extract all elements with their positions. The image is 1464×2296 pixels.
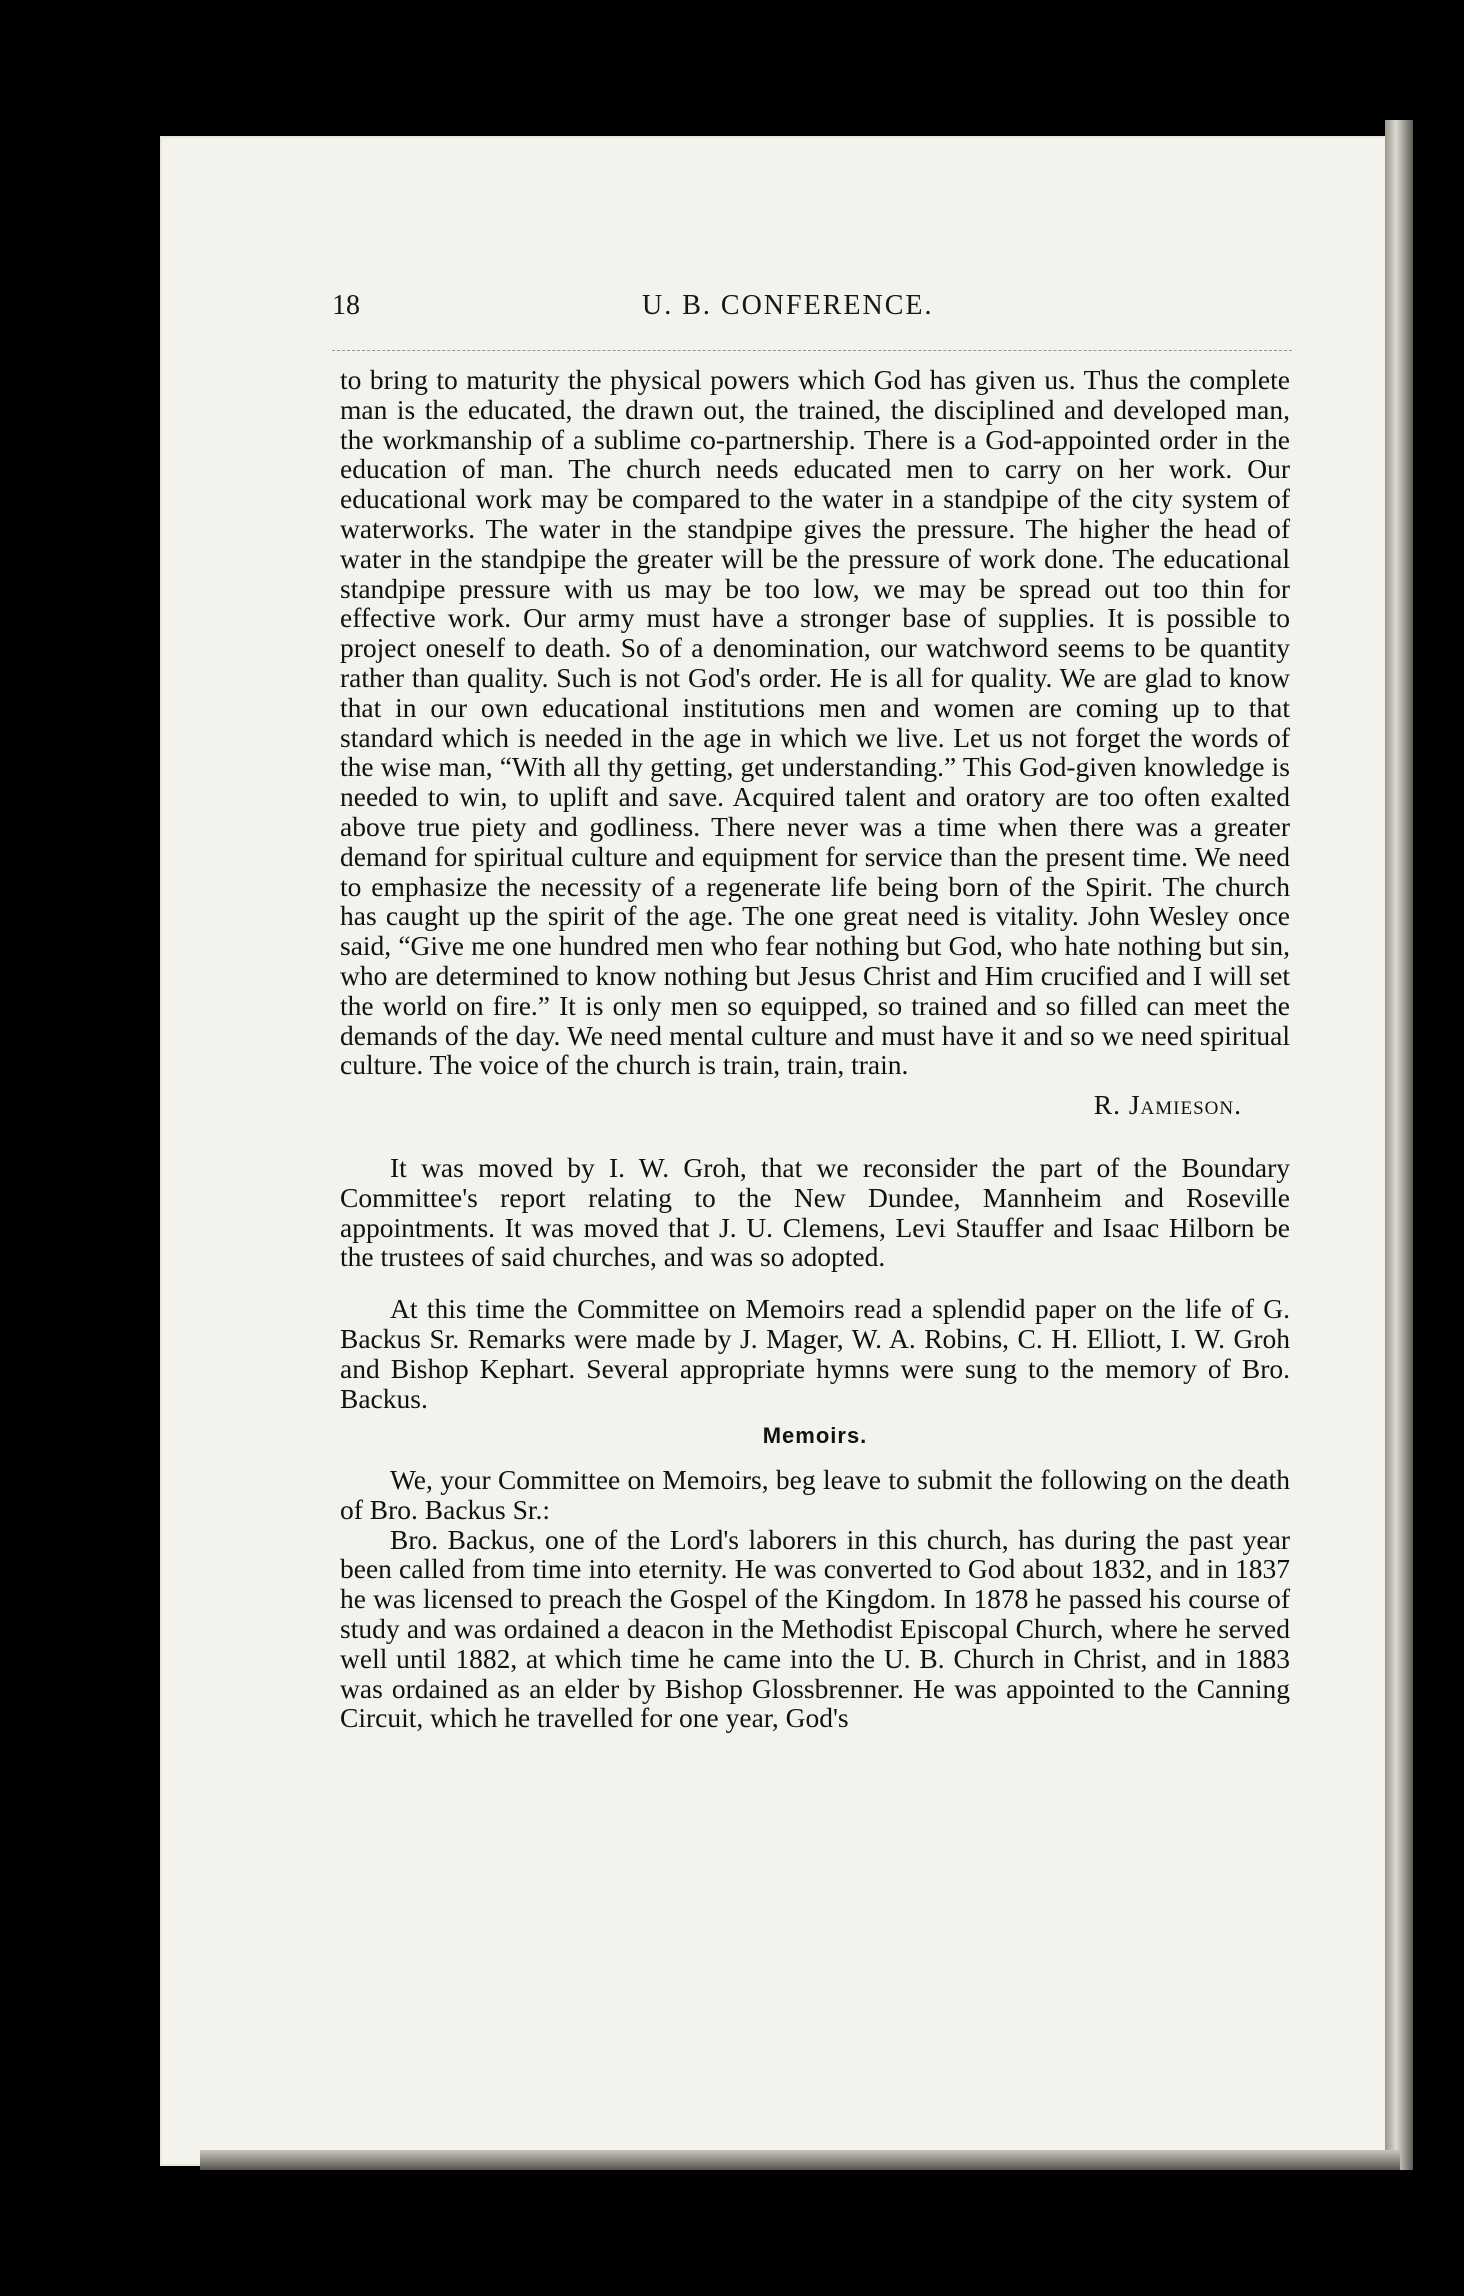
header-rule [332, 350, 1292, 351]
signature: R. Jamieson. [1093, 1089, 1242, 1121]
paragraph-boundary-motion: It was moved by I. W. Groh, that we reconsider the part of the Boundary Committee's report relating to the New Dundee, Mannheim and Roseville appointments. It was moved that J. U. Clemens, Levi Stauffer and Isaac Hilborn be the trustees of said churches, and was so adopted. [340, 1151, 1290, 1273]
section-heading: Memoirs. [762, 1423, 868, 1449]
page-bottom-shadow [200, 2150, 1400, 2170]
spacer [340, 1120, 1290, 1153]
running-title: U. B. CONFERENCE. [642, 290, 934, 321]
paragraph-education: to bring to maturity the physical powers which God has given us. Thus the complete man is the educated, the drawn out, the trained, the disciplined and developed man, the workmanship of a sublime co-partnership. There is a God-appointed order in the education of man. The church needs educated men to carry on her work. Our educational work may be compared to the water in a standpipe of the city system of waterworks. The water in the standpipe gives the pressure. The higher the head of water in the standpipe the greater will be the pressure of work done. The educational standpipe pressure with us may be too low, we may be spread out too thin for effective work. Our army must have a stronger base of supplies. It is possible to project oneself to death. So of a denomination, our watchword seems to be quantity rather than quality. Such is not God's order. He is all for quality. We are glad to know that in our own educational institutions men and women are coming up to that standard which is needed in the age in which we live. Let us not forget the words of the wise man, “With all thy getting, get understanding.” This God-given knowledge is needed to win, to uplift and save. Acquired talent and oratory are too often exalted above true piety and godliness. There never was a time when there was a greater demand for spiritual culture and equipment for service than the present time. We need to emphasize the necessity of a regenerate life being born of the Spirit. The church has caught up the spirit of the age. The one great need is vitality. John Wesley once said, “Give me one hundred men who fear nothing but God, who hate nothing but sin, who are determined to know nothing but Jesus Christ and Him crucified and I will set the world on fire.” It is only men so equipped, so trained and so filled can meet the demands of the day. We need mental culture and must have it and so we need spiritual culture. The voice of the church is train, train, train. [340, 364, 1290, 1081]
spacer [340, 1272, 1290, 1294]
page-edge [1385, 120, 1413, 2170]
paragraph-memoirs-committee: At this time the Committee on Memoirs read a splendid paper on the life of G. Backus Sr. Remarks were made by J. Mager, W. A. Robins, C. H. Elliott, I. W. Groh and Bishop Kephart. Several appropriate hymns were sung to the memory of Bro. Backus. [340, 1293, 1290, 1414]
page-header [332, 290, 1292, 338]
paragraph-backus-biography: Bro. Backus, one of the Lord's laborers in this church, has during the past year been called from time into eternity. He was converted to God about 1832, and in 1837 he was licensed to preach the Gospel of the Kingdom. In 1878 he passed his course of study and was ordained a deacon in the Methodist Episcopal Church, where he served well until 1882, at which time he came into the U. B. Church in Christ, and in 1883 was ordained as an elder by Bishop Glossbrenner. He was appointed to the Canning Circuit, which he travelled for one year, God's [340, 1523, 1290, 1734]
page-number: 18 [332, 290, 360, 321]
page-body [340, 365, 1290, 1733]
paragraph-memoirs-intro: We, your Committee on Memoirs, beg leave to submit the following on the death of Bro. Backus Sr.: [340, 1464, 1290, 1525]
